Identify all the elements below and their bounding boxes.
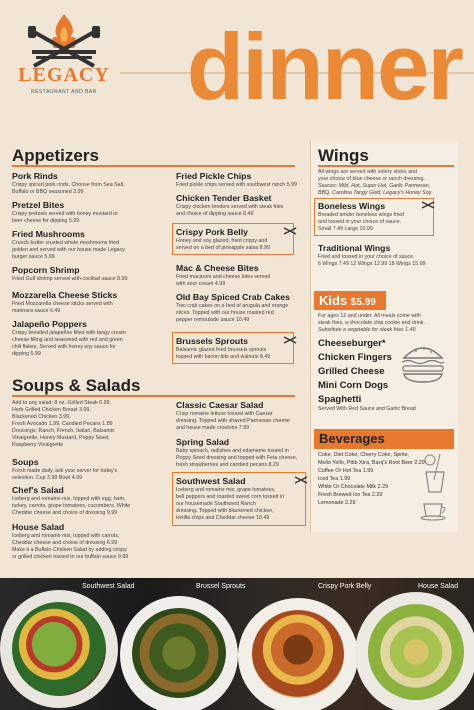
menu-item — [12, 319, 172, 358]
appetizers-heading: Appetizers — [12, 146, 99, 165]
item-desc: Crispy pretzels served with honey mustard or — [12, 211, 118, 217]
item-desc: Two crab cakes on a bed of arugula and orange — [176, 303, 289, 309]
item-desc: bell peppers and roasted sweet corn tossed in — [176, 494, 285, 500]
kids-item: Mini Corn Dogs — [318, 380, 389, 391]
menu-item — [12, 485, 172, 517]
wings-intro-line: Sauces: Mild, Hot, Super Hot, Garlic Parmesan, — [318, 183, 431, 189]
item-desc: Iceberg and romaine mix, grape tomatoes, — [176, 487, 276, 493]
addon-line: Raspberry Vinaigrette — [12, 442, 64, 448]
menu-item — [12, 265, 177, 283]
wings-intro-line: All wings are served with celery sticks and — [318, 169, 417, 175]
item-desc: Breaded tender boneless wings fried — [318, 212, 404, 218]
menu-item-featured — [176, 476, 306, 522]
burger-icon — [398, 340, 448, 384]
kids-price: $5.99 — [350, 297, 376, 308]
addon-line: Herb Grilled Chicken Breast 3.99, — [12, 407, 91, 413]
item-desc: Crispy breaded jalapeños filled with tangy cream — [12, 330, 126, 336]
menu-item-featured — [176, 227, 294, 252]
item-desc: and house made croutons 7.99 — [176, 425, 250, 431]
spaghetti-desc: Served With Red Sauce and Garlic Bread — [318, 406, 416, 412]
fork-knife-icon — [283, 336, 297, 344]
photo-caption: House Salad — [418, 583, 459, 590]
kids-item: Spaghetti — [318, 394, 362, 405]
item-name: Traditional Wings — [318, 243, 391, 253]
menu-item — [176, 263, 306, 288]
photo-caption: Brussel Sprouts — [196, 583, 246, 590]
item-desc: and choice of dipping sauce 8.49 — [176, 211, 254, 217]
item-desc: Baby spinach, radishes and edamame tossed in — [176, 448, 289, 454]
item-desc: turkey, carrots, grape tomatoes, cucumbers, White — [12, 503, 131, 509]
item-desc: served on a bed of pineapple salsa 8.99 — [176, 245, 270, 251]
menu-item — [176, 193, 306, 218]
item-desc: Fried and tossed in your choice of sauce. — [318, 254, 415, 260]
item-desc: dressing. Topped with shaved Parmesan cheese — [176, 418, 290, 424]
soups-salads-underline — [12, 395, 295, 397]
menu-item — [176, 437, 308, 469]
food-photo-strip — [0, 578, 474, 710]
wings-intro — [318, 169, 458, 197]
menu-item-featured — [318, 201, 434, 233]
item-name: Jalapeño Poppers — [12, 319, 87, 329]
item-name: Boneless Wings — [318, 201, 386, 211]
item-desc: our housemade Southwest Ranch — [176, 501, 256, 507]
item-desc: beer cheese for dipping 5.99 — [12, 218, 80, 224]
menu-item — [12, 457, 172, 482]
item-desc: fresh strawberries and candied pecans 8.29 — [176, 462, 279, 468]
addon-line: Vinaigrette, Honey Mustard, Poppy Seed, — [12, 435, 110, 441]
item-name: Popcorn Shrimp — [12, 265, 80, 275]
addon-line: Add to any salad: 8 oz. Grilled Steak 6.99, — [12, 400, 111, 406]
item-name: Soups — [12, 457, 39, 467]
item-name: Pork Rinds — [12, 171, 58, 181]
appetizers-underline — [12, 165, 295, 167]
item-name: Mac & Cheese Bites — [176, 263, 259, 273]
kids-intro — [318, 313, 458, 334]
kids-intro-line: Substitute a vegetable for steak fries 1.49 — [318, 327, 416, 333]
item-desc: Crispy chicken tenders served with steak fries — [176, 204, 284, 210]
beverage-line: Coke, Diet Coke, Cherry Coke, Sprite, — [318, 452, 410, 458]
item-desc: Fresh made daily, ask your server for today's — [12, 468, 118, 474]
fork-knife-icon — [294, 476, 308, 484]
item-desc: dressing. Topped with blackened chicken, — [176, 508, 274, 514]
beverages-heading: Beverages — [314, 429, 454, 449]
house-salad-photo — [368, 604, 464, 700]
item-name: Fried Mushrooms — [12, 229, 85, 239]
item-desc: Balsamic glazed fried brussels sprouts — [176, 347, 267, 353]
addon-line: Dressings: Ranch, French, Italian, Balsamic — [12, 428, 115, 434]
beverage-line: Lemonade 2.29 — [318, 500, 356, 506]
photo-caption: Crispy Pork Belly — [318, 583, 372, 590]
wings-heading: Wings — [318, 146, 369, 165]
menu-item — [12, 522, 174, 561]
item-desc: Honey and soy glazed, fried crispy and — [176, 238, 268, 244]
menu-item — [176, 400, 308, 432]
kids-heading: Kids — [319, 293, 348, 308]
kids-item: Cheeseburger* — [318, 338, 386, 349]
item-desc: Crisp romaine lettuce tossed with Caesar — [176, 411, 273, 417]
kids-intro-line: steak fries, a chocolate chip cookie and drink. — [318, 320, 425, 326]
menu-item-featured — [176, 336, 294, 361]
item-name: Chicken Tender Basket — [176, 193, 272, 203]
item-desc: Fried Gulf shrimp served with cocktail sauce 8.99 — [12, 276, 128, 282]
item-name: House Salad — [12, 522, 65, 532]
menu-item — [12, 290, 172, 315]
item-name: Old Bay Spiced Crab Cakes — [176, 292, 290, 302]
item-desc: dipping 5.99 — [12, 351, 41, 357]
fork-knife-icon — [421, 201, 435, 209]
item-desc: Poppy Seed dressing and topped with Feta cheese, — [176, 455, 298, 461]
logo-wordmark: LEGACY — [18, 64, 110, 86]
item-desc: Fried Mozzarella cheese sticks served with — [12, 301, 113, 307]
item-desc: Iceberg and romaine mix, topped with egg, ham, — [12, 496, 126, 502]
item-name: Pretzel Bites — [12, 200, 65, 210]
kids-intro-line: For ages 12 and under. All meals come with — [318, 313, 421, 319]
item-name: Southwest Salad — [176, 476, 246, 486]
item-desc: Fried pickle chips served with southwest ranch 5.99 — [176, 182, 298, 188]
item-desc: chili flakes. Served with honey soy sauce for — [12, 344, 116, 350]
item-desc: golden and served with our house made Legacy — [12, 247, 125, 253]
item-name: Spring Salad — [176, 437, 230, 447]
item-desc: Fried macaroni and cheese bites served — [176, 274, 271, 280]
item-desc: 6 Wings 7.49 12 Wings 12.99 18 Wings 15.99 — [318, 261, 426, 267]
item-name: Mozzarella Cheese Sticks — [12, 290, 118, 300]
item-desc: or grilled chicken tossed in our buffalo sauce 9.99 — [12, 554, 129, 560]
addon-line: Fresh Avocado 1.99, Candied Pecans 1.89 — [12, 421, 113, 427]
page-title: dinner — [186, 14, 462, 119]
beverage-line: Mello Yello, Pibb Xtra, Barq's Root Beer 2.29 — [318, 460, 425, 466]
beverage-line: White Or Chocolate Milk 2.29 — [318, 484, 389, 490]
menu-item — [318, 243, 458, 268]
item-desc: with sour cream 4.99 — [176, 281, 226, 287]
item-desc: Small 7.49 Large 10.99 — [318, 226, 373, 232]
item-desc: topped with bacon bits and walnuts 8.49 — [176, 354, 271, 360]
menu-item — [176, 292, 308, 324]
item-desc: marinara sauce 6.49 — [12, 308, 61, 314]
soups-salads-heading: Soups & Salads — [12, 376, 141, 395]
photo-caption: Southwest Salad — [82, 583, 135, 590]
beverage-line: Fresh Brewed Ice Tea 2.29 — [318, 492, 383, 498]
addon-line: Blackened Chicken 3.99, — [12, 414, 71, 420]
item-desc: tortilla chips and Cheddar cheese 10.49 — [176, 515, 270, 521]
kids-item: Chicken Fingers — [318, 352, 392, 363]
salad-addons — [12, 400, 172, 449]
wings-intro-line: your choice of blue cheese or ranch dressing. — [318, 176, 425, 182]
item-desc: burger sauce 5.99 — [12, 254, 55, 260]
item-desc: selection. Cup 3.99 Bowl 4.99 — [12, 475, 83, 481]
item-name: Brussels Sprouts — [176, 336, 248, 346]
crispy-pork-belly-photo — [252, 610, 344, 698]
fork-knife-icon — [283, 227, 297, 235]
drinks-icon — [418, 452, 454, 522]
beverage-line: Iced Tea 1.99 — [318, 476, 351, 482]
item-desc: Cheddar cheese and choice of dressing 9.99 — [12, 510, 118, 516]
item-desc: slices. Topped with our house roasted red — [176, 310, 274, 316]
item-name: Chef's Salad — [12, 485, 64, 495]
beverage-line: Coffee Or Hot Tea 1.99 — [318, 468, 374, 474]
item-name: Fried Pickle Chips — [176, 171, 252, 181]
wings-underline — [318, 165, 454, 167]
southwest-salad-photo — [12, 602, 106, 696]
item-desc: pepper remoulade sauce 10.49 — [176, 317, 250, 323]
grill-flame-icon — [14, 12, 114, 68]
restaurant-logo — [14, 12, 114, 102]
item-desc: Crunch butter crusted whole mushrooms fried — [12, 240, 120, 246]
item-name: Crispy Pork Belly — [176, 227, 248, 237]
item-desc: and tossed in your choice of sauce. — [318, 219, 402, 225]
item-desc: Crispy spiced pork rinds. Choose from Sea Salt, — [12, 182, 125, 188]
wings-intro-line: BBQ, Carolina Tangy Gold, Legacy's Honey Soy — [318, 190, 432, 196]
menu-item — [176, 171, 306, 189]
item-desc: Iceberg and romaine mix, topped with carrots, — [12, 533, 120, 539]
menu-item — [12, 229, 172, 261]
item-name: Classic Caesar Salad — [176, 400, 264, 410]
menu-item — [12, 171, 172, 196]
brussel-sprouts-photo — [132, 608, 226, 698]
item-desc: Buffalo or BBQ seasoned 3.99 — [12, 189, 84, 195]
item-desc: cheese filling and seasoned with red and green — [12, 337, 123, 343]
menu-item — [12, 200, 172, 225]
item-desc: Cheddar cheese and choice of dressing 6.99 — [12, 540, 118, 546]
logo-subtitle: RESTAURANT AND BAR — [31, 89, 97, 95]
item-desc: Make it a Buffalo Chicken Salad by adding crispy — [12, 547, 127, 553]
kids-heading-badge — [314, 291, 386, 310]
kids-item: Grilled Cheese — [318, 366, 385, 377]
